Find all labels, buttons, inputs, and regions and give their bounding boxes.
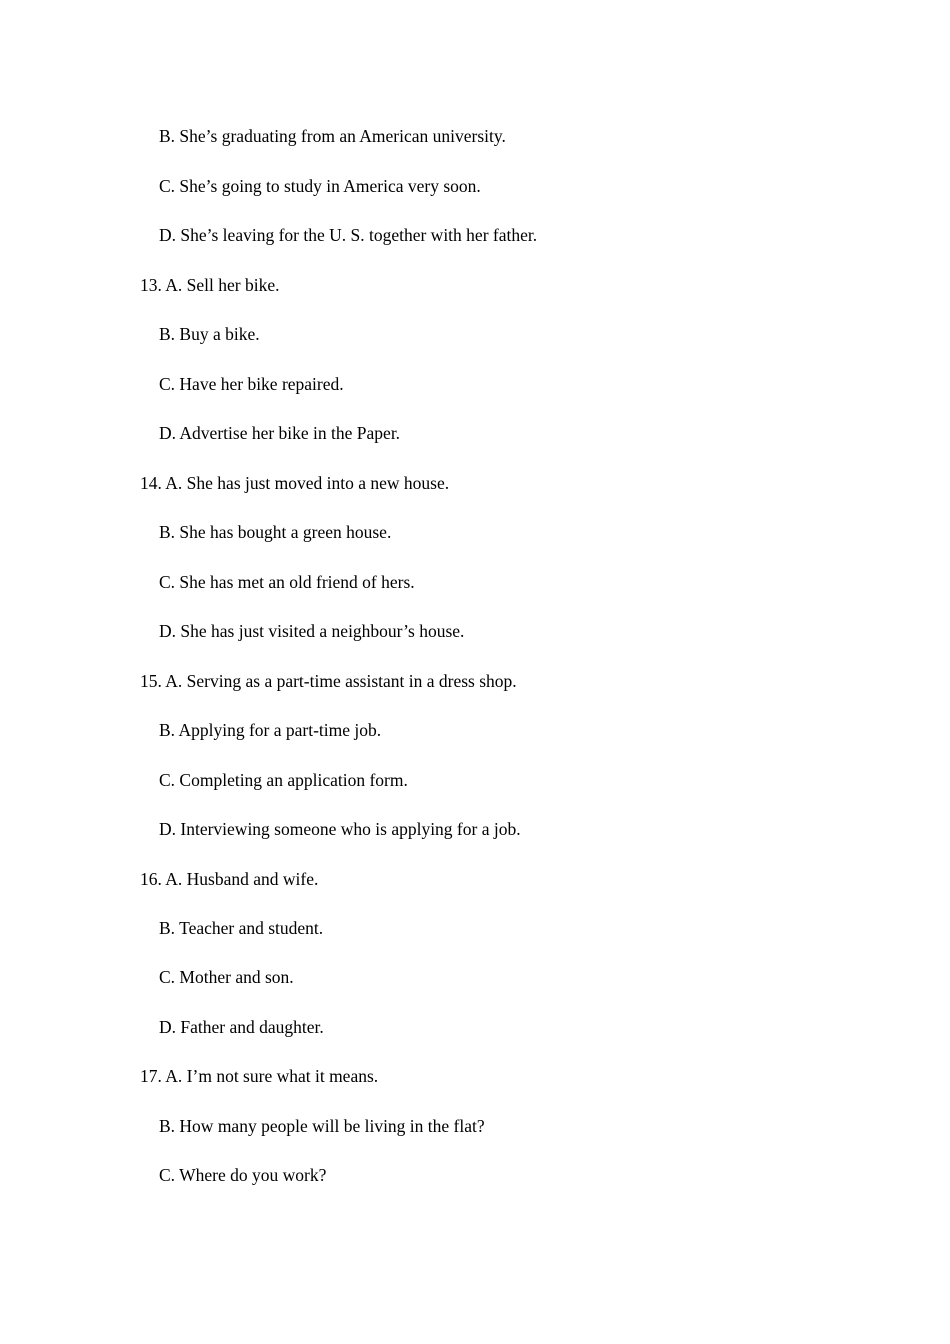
option-line: B. Applying for a part-time job. xyxy=(159,720,382,740)
option-line: C. She’s going to study in America very soon. xyxy=(159,176,481,196)
question-line: 15. A. Serving as a part-time assistant in a dress shop. xyxy=(140,671,517,691)
option-line: D. Interviewing someone who is applying for a job. xyxy=(159,819,521,839)
option-line: D. Father and daughter. xyxy=(159,1017,324,1037)
question-line: 13. A. Sell her bike. xyxy=(140,275,280,295)
option-line: C. She has met an old friend of hers. xyxy=(159,572,415,592)
option-line: D. She’s leaving for the U. S. together with her father. xyxy=(159,225,538,245)
option-line: B. She’s graduating from an American university. xyxy=(159,126,506,146)
question-line: 16. A. Husband and wife. xyxy=(140,869,319,889)
option-line: D. Advertise her bike in the Paper. xyxy=(159,423,401,443)
option-line: B. She has bought a green house. xyxy=(159,522,392,542)
option-line: B. Buy a bike. xyxy=(159,324,260,344)
option-line: C. Mother and son. xyxy=(159,967,294,987)
question-line: 14. A. She has just moved into a new house. xyxy=(140,473,450,493)
option-line: B. Teacher and student. xyxy=(159,918,324,938)
option-line: C. Completing an application form. xyxy=(159,770,408,790)
option-line: D. She has just visited a neighbour’s house. xyxy=(159,621,465,641)
question-line: 17. A. I’m not sure what it means. xyxy=(140,1066,379,1086)
option-line: B. How many people will be living in the flat? xyxy=(159,1116,485,1136)
option-line: C. Where do you work? xyxy=(159,1165,327,1185)
option-line: C. Have her bike repaired. xyxy=(159,374,344,394)
